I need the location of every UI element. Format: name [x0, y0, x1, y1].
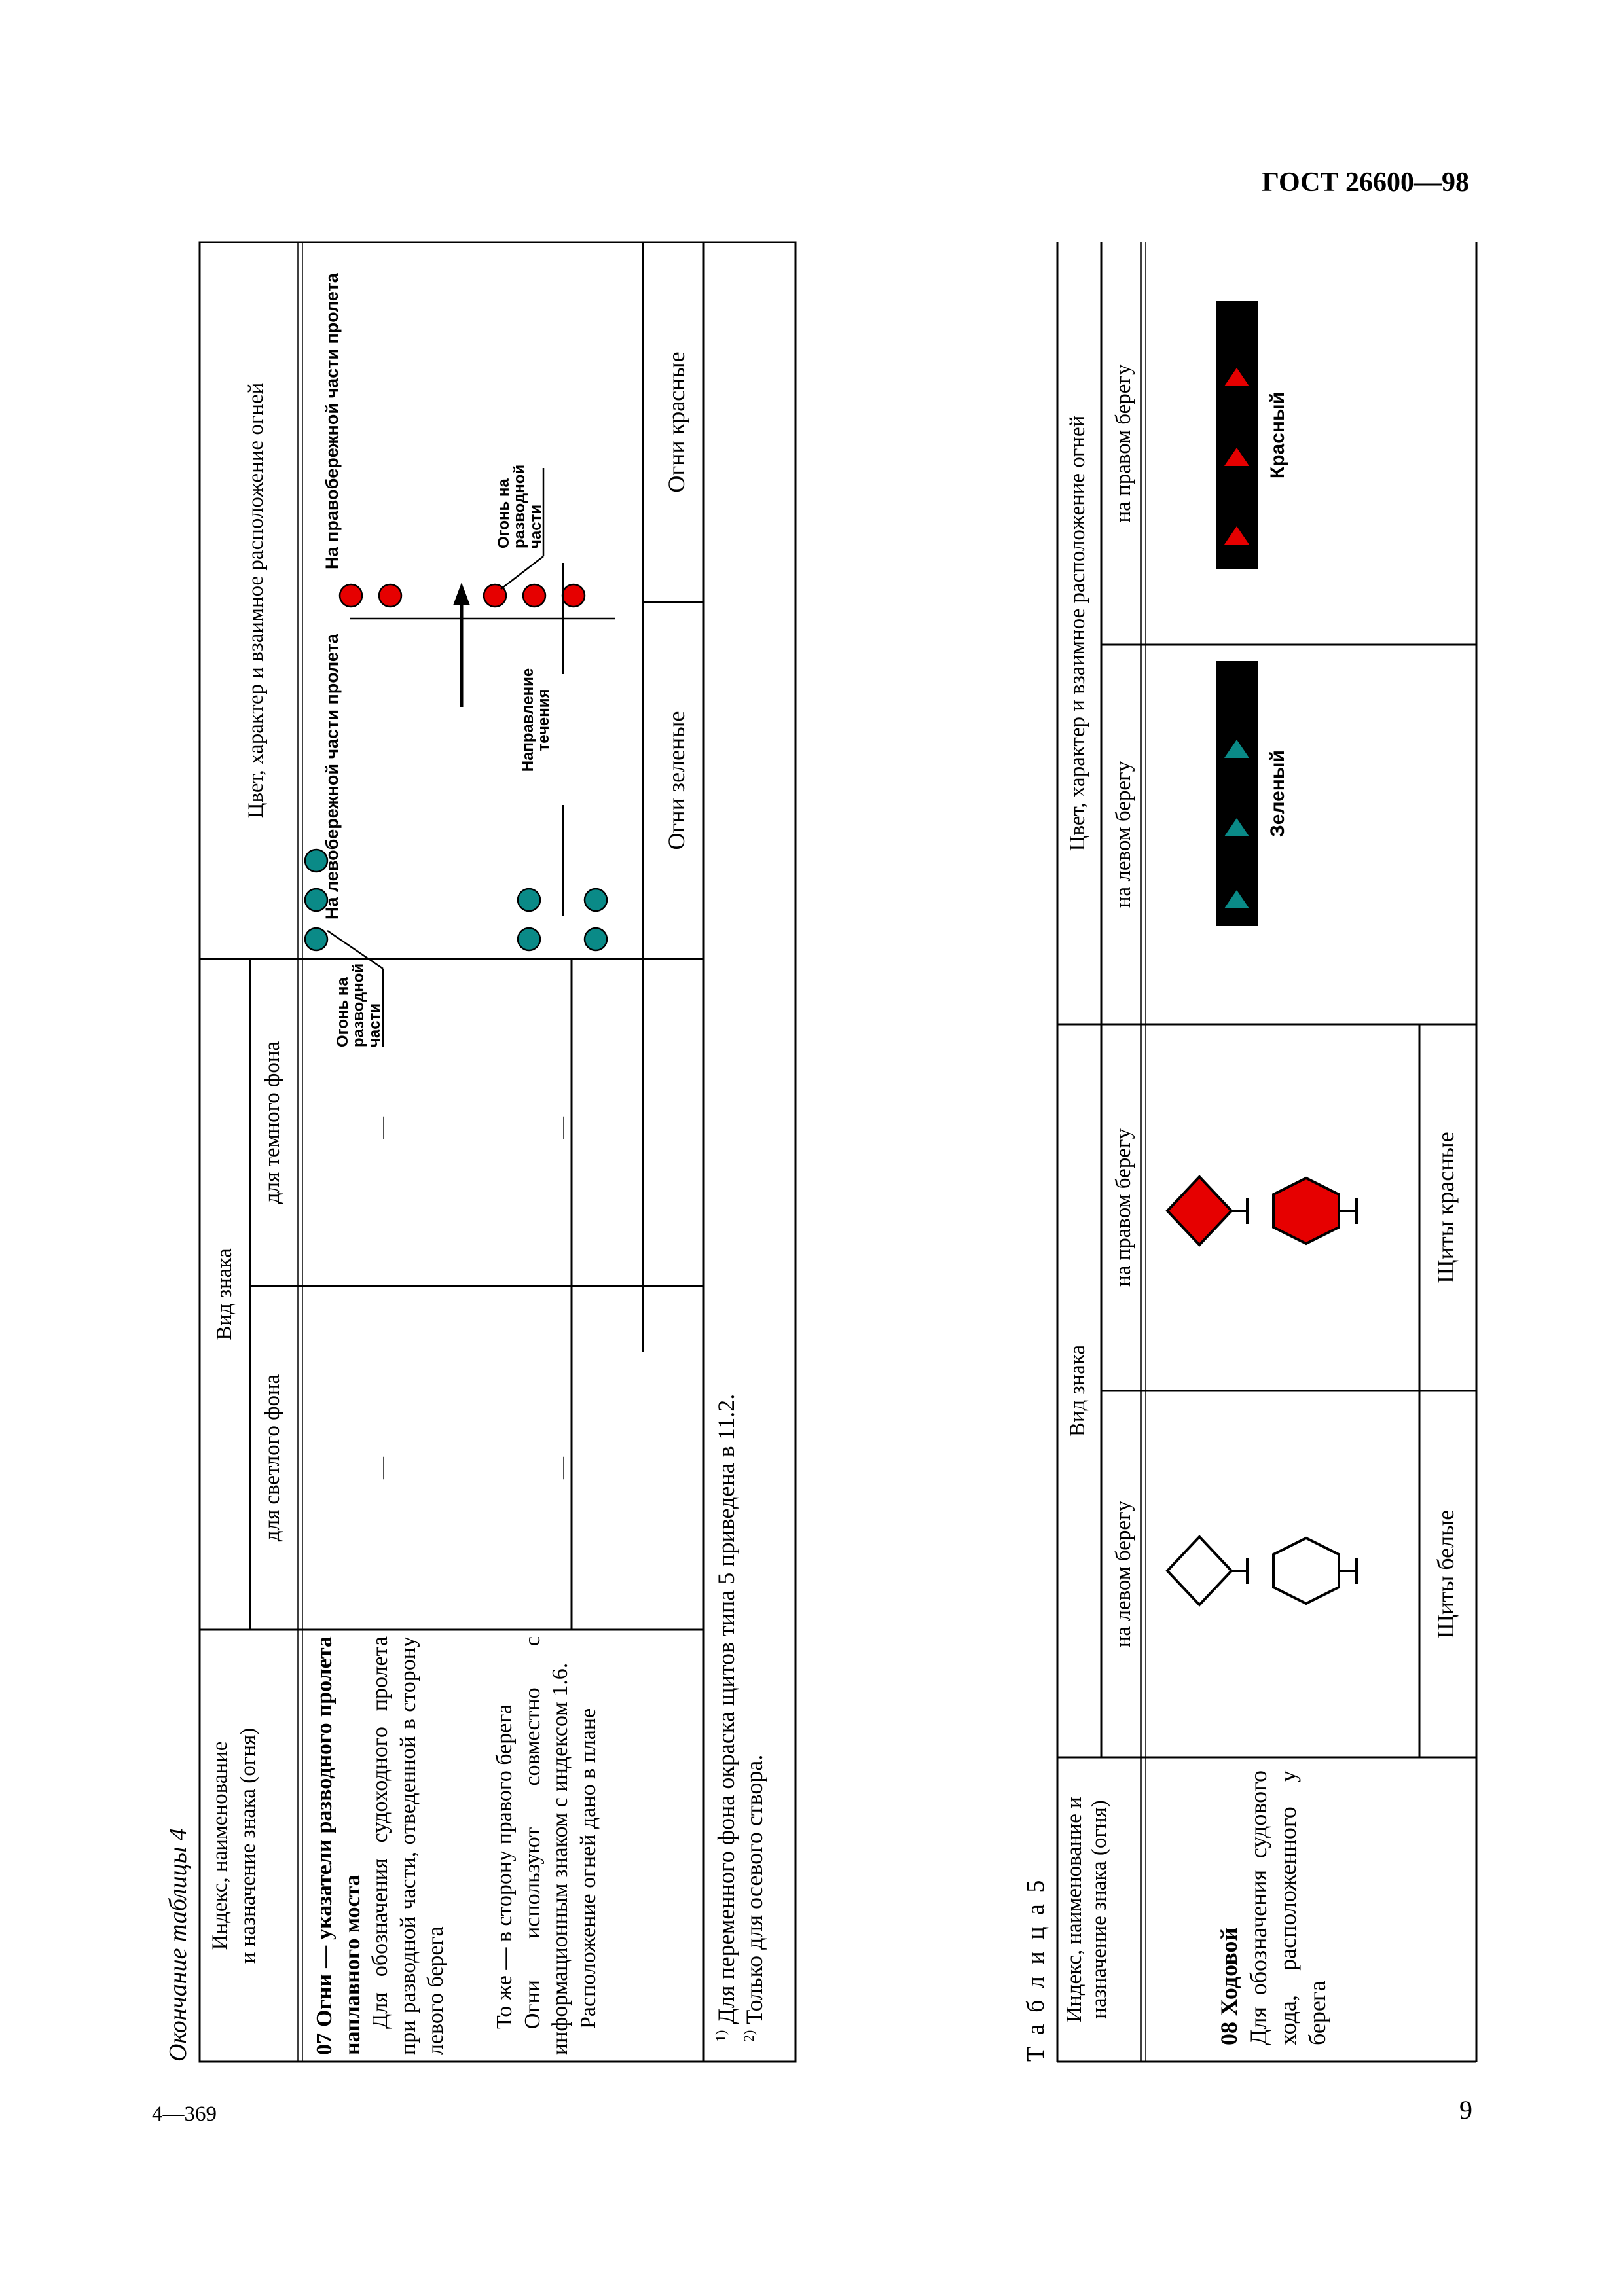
white-shields-sign: [1167, 1537, 1357, 1605]
table5-col-color-right: на правом берегу: [1112, 364, 1135, 523]
footnote-2: [740, 1126, 769, 2042]
dash-dark-bg-1: —: [370, 1117, 394, 1139]
footnote-1-text: Для переменного фона окраска щитов типа 5 приведена в 11.2.: [713, 1393, 739, 2024]
footnote-mark-1: 1): [712, 2030, 729, 2042]
green-lights-caption: Огни зеленые: [663, 711, 689, 850]
left-bank-label: На левобережной части пролета: [322, 634, 342, 920]
red-light: [340, 584, 362, 607]
footnote-1: [712, 1126, 740, 2042]
col-index-line1: Индекс, наименование: [208, 1741, 232, 1950]
table5-col-view: Вид знака: [1066, 1344, 1089, 1437]
flow-arrowhead: [453, 583, 470, 605]
left-bridge-light-label: [335, 963, 383, 1047]
row07-text: Для обозначения судоходного пролета при разводной части, отведенной в сторону левого берега: [368, 1636, 448, 2055]
green-light: [305, 928, 327, 950]
left-bridge-label-1: Огонь на: [334, 977, 352, 1047]
red-light: [562, 584, 585, 607]
table5-caption: Т а б л и ц а 5: [1022, 1877, 1049, 2062]
left-bridge-label-3: части: [365, 1003, 384, 1047]
table4-col-color: Цвет, характер и взаимное расположение огней: [244, 382, 268, 819]
col-index-line2: и назначение знака (огня): [236, 1727, 260, 1964]
left-bridge-label-2: разводной: [350, 963, 368, 1047]
footnote-mark-2: 2): [740, 2030, 757, 2042]
red-shields-sign: [1167, 1177, 1357, 1245]
page-number: 9: [1459, 2095, 1472, 2125]
standard-number: ГОСТ 26600—98: [1262, 168, 1469, 198]
table5-col-color-left: на левом берегу: [1112, 761, 1135, 908]
right-bank-label: На правобережной части пролета: [322, 273, 342, 569]
table4-caption: Окончание таблицы 4: [164, 1828, 192, 2062]
row07-title: 07 Огни — указатели разводного пролета наплавного моста: [312, 1636, 365, 2055]
white-shields-caption: Щиты белые: [1432, 1509, 1459, 1639]
red-light: [523, 584, 545, 607]
dash-light-bg-1: —: [370, 1457, 394, 1479]
table5-col-right: на правом берегу: [1112, 1128, 1135, 1287]
row07b-text1: То же — в сторону правого берега: [492, 1704, 517, 2029]
table4-col-light-bg: для светлого фона: [261, 1374, 284, 1542]
red-lights-caption: Огни красные: [663, 351, 689, 493]
green-light: [585, 928, 607, 950]
right-bridge-label-1: Огонь на: [495, 478, 513, 548]
right-bridge-label-2: разводной: [511, 464, 529, 548]
right-bridge-label-3: части: [526, 504, 545, 548]
table5-col-color: Цвет, характер и взаимное расположение огней: [1066, 415, 1089, 852]
row08-text: Для обозначения судового хода, расположенного у берега: [1245, 1770, 1330, 2045]
table4-rotated: [151, 236, 805, 2068]
table4-col-view: Вид знака: [213, 1248, 236, 1340]
table5-col-left: на левом берегу: [1112, 1500, 1135, 1648]
flow-label-1: Направление: [519, 668, 537, 772]
row07b-text3: Расположение огней дано в плане: [575, 1708, 600, 2029]
red-shields-caption: Щиты красные: [1432, 1132, 1459, 1283]
dash-dark-bg-2: —: [550, 1117, 574, 1139]
green-light: [518, 889, 540, 911]
sheet-code: 4—369: [152, 2102, 217, 2126]
green-light: [518, 928, 540, 950]
green-light-bar: [1216, 661, 1258, 926]
red-label: Красный: [1267, 391, 1288, 479]
table5-rotated: [1012, 236, 1483, 2068]
green-label: Зеленый: [1267, 750, 1288, 838]
flow-label-2: течения: [535, 689, 553, 751]
dash-light-bg-2: —: [550, 1457, 574, 1479]
green-light: [585, 889, 607, 911]
row08-title: 08 Ходовой: [1216, 1927, 1242, 2045]
table5-col-index: Индекс, наименование и назначение знака (огня): [1063, 1797, 1111, 2022]
right-bridge-light-label: [496, 465, 544, 548]
flow-direction-label: [520, 655, 553, 785]
table4-col-dark-bg: для темного фона: [261, 1041, 284, 1204]
footnotes: [712, 1126, 769, 2042]
footnote-2-text: Только для осевого створа.: [741, 1754, 768, 2024]
row07b-text2: Огни используют совместно с информационным знаком с индексом 1.6.: [520, 1636, 572, 2055]
red-light: [379, 584, 401, 607]
